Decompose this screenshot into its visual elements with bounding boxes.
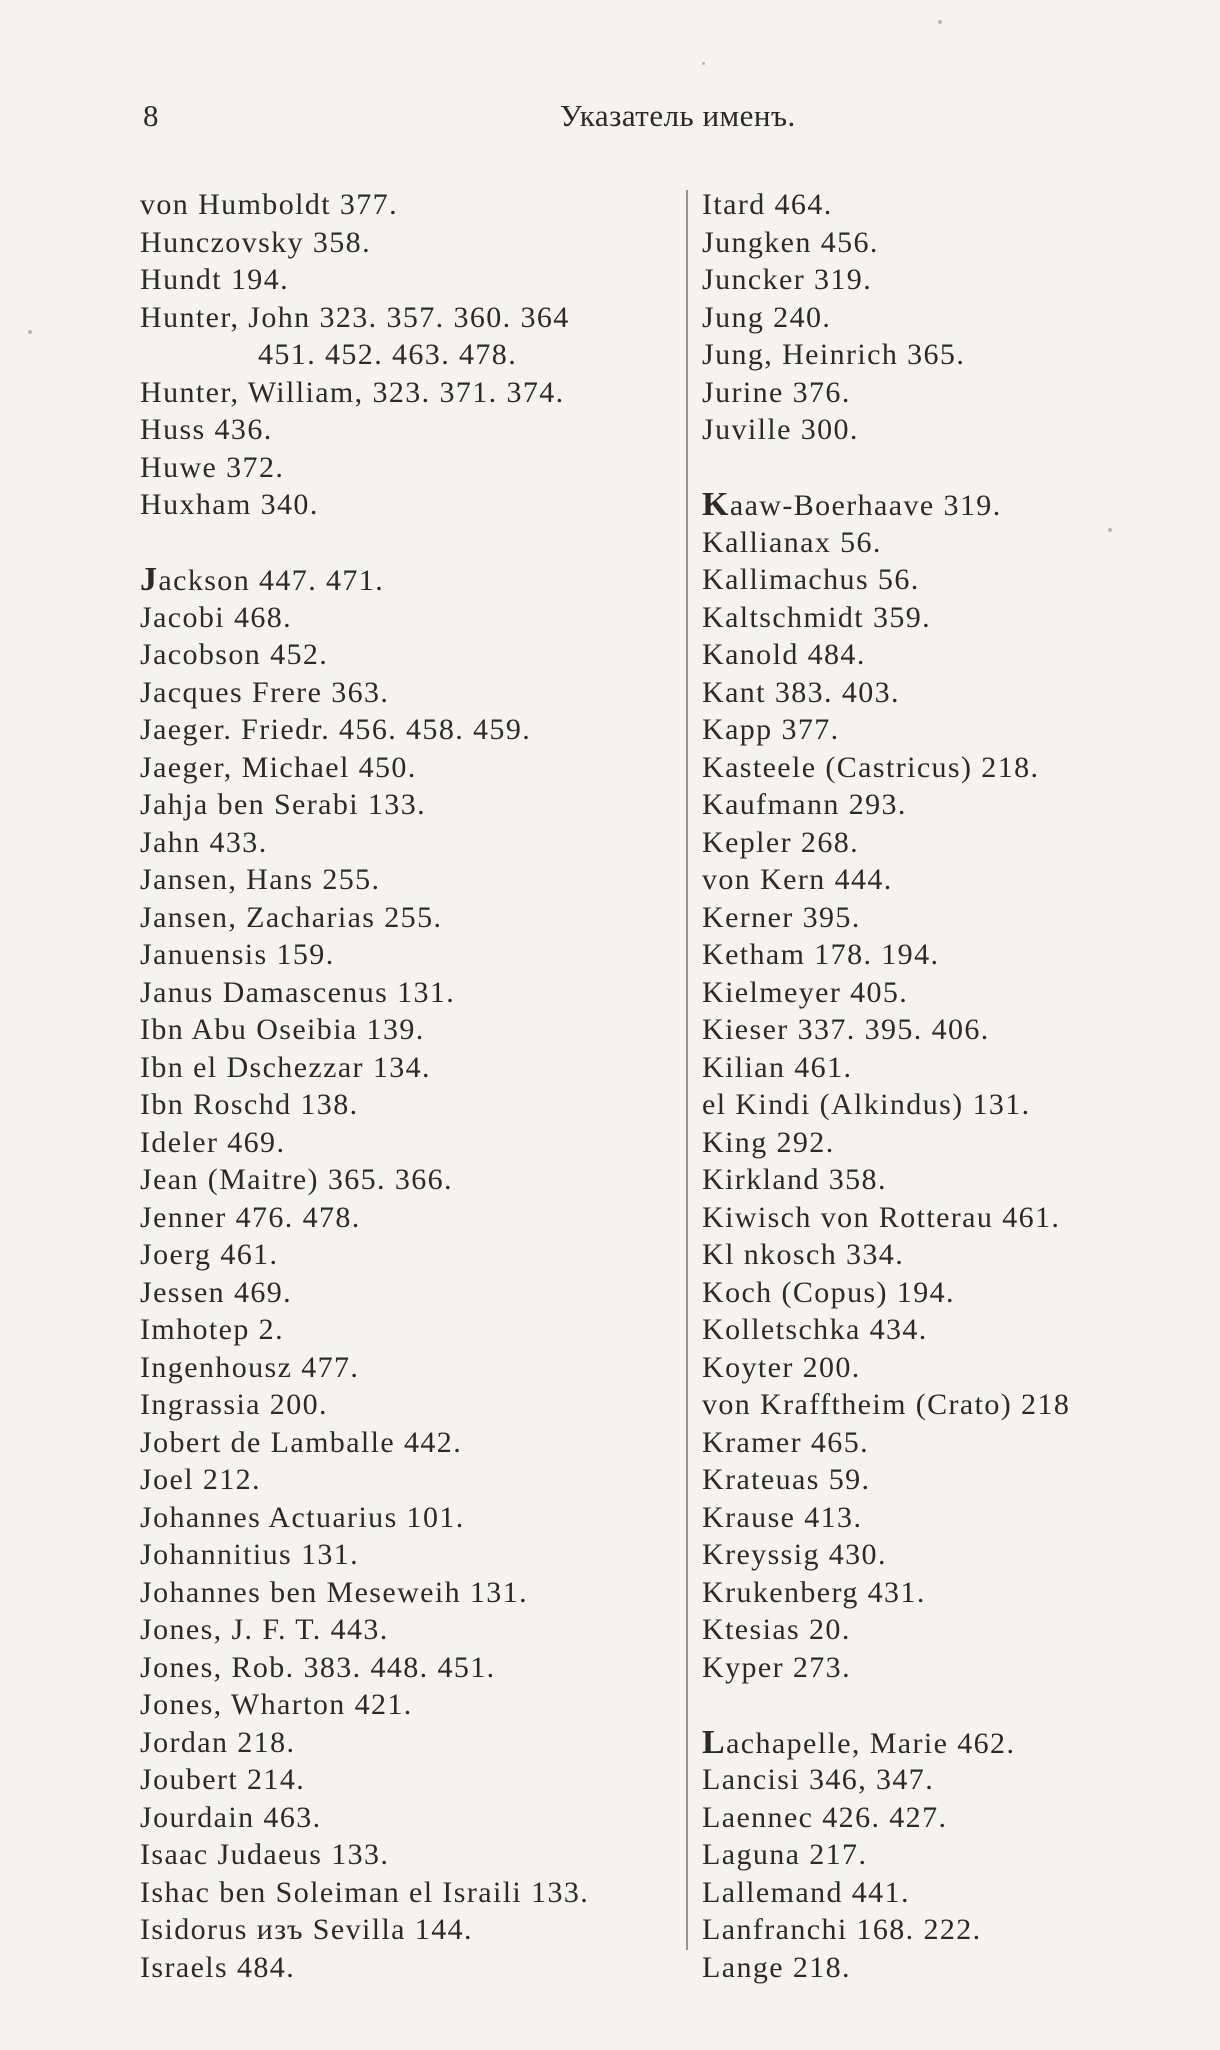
index-entry: Ketham 178. 194. (702, 938, 940, 971)
index-entry: Jaeger. Friedr. 456. 458. 459. (140, 713, 532, 746)
index-entry: Ibn Roschd 138. (140, 1088, 359, 1121)
index-entry: Jansen, Hans 255. (140, 863, 381, 896)
index-entry: Kilian 461. (702, 1050, 853, 1084)
index-entry: Ideler 469. (140, 1125, 286, 1159)
index-entry: Joerg 461. (140, 1238, 279, 1271)
index-entry: Ktesias 20. (702, 1613, 851, 1646)
index-entry: Jones, Rob. 383. 448. 451. (140, 1650, 496, 1684)
index-entry: Kielmeyer 405. (702, 975, 909, 1009)
index-entry: Krause 413. (702, 1500, 863, 1534)
index-entry: Jenner 476. 478. (140, 1200, 361, 1234)
index-entry: King 292. (702, 1125, 835, 1159)
index-entry: Jobert de Lamballe 442. (140, 1425, 463, 1459)
index-entry: Lachapelle, Marie 462. (702, 1723, 1016, 1761)
index-entry: Janus Damascenus 131. (140, 975, 456, 1009)
index-entry: Jahja ben Serabi 133. (140, 788, 426, 821)
index-entry: Jones, J. F. T. 443. (140, 1613, 389, 1646)
index-entry: 451. 452. 463. 478. (258, 338, 518, 371)
right-index-column (702, 186, 1202, 1986)
index-entry: Juville 300. (702, 413, 859, 446)
index-entry: Jungken 456. (702, 225, 879, 259)
index-entry: Lange 218. (702, 1950, 851, 1984)
index-entry: Hundt 194. (140, 263, 289, 296)
index-entry: Laennec 426. 427. (702, 1800, 948, 1834)
index-entry: Krateuas 59. (702, 1463, 871, 1496)
index-entry: Koch (Copus) 194. (702, 1275, 955, 1309)
index-entry: Kaaw-Boerhaave 319. (702, 486, 1002, 523)
index-entry: Kyper 273. (702, 1650, 851, 1684)
index-entry: Jackson 447. 471. (140, 561, 385, 598)
index-entry: Jacobi 468. (140, 600, 293, 634)
column-divider (686, 190, 688, 1950)
index-entry: Januensis 159. (140, 938, 335, 971)
running-title: Указатель именъ. (560, 98, 796, 133)
section-gap (702, 1686, 1202, 1724)
index-entry: Ibn el Dschezzar 134. (140, 1050, 431, 1084)
index-entry: Ingrassia 200. (140, 1388, 328, 1421)
index-entry: Kasteele (Castricus) 218. (702, 750, 1040, 784)
index-entry: Johannes ben Meseweih 131. (140, 1575, 528, 1609)
index-entry: Kiwisch von Rotterau 461. (702, 1200, 1061, 1234)
index-entry: Koyter 200. (702, 1350, 861, 1384)
index-entry: Hunter, William, 323. 371. 374. (140, 375, 565, 409)
section-gap (140, 524, 680, 562)
index-entry: von Humboldt 377. (140, 188, 398, 221)
index-entry: Jean (Maitre) 365. 366. (140, 1163, 453, 1196)
index-entry: Kapp 377. (702, 713, 840, 746)
left-index-column (140, 186, 680, 1986)
index-entry: Hunter, John 323. 357. 360. 364 (140, 300, 570, 334)
index-entry: Kirkland 358. (702, 1163, 887, 1196)
index-entry: Kant 383. 403. (702, 675, 900, 709)
index-entry: Joubert 214. (140, 1763, 306, 1796)
index-entry: Jones, Wharton 421. (140, 1688, 413, 1721)
index-entry: Israels 484. (140, 1950, 296, 1984)
index-entry: Ingenhousz 477. (140, 1350, 360, 1384)
section-gap (702, 449, 1202, 487)
index-entry: Itard 464. (702, 188, 833, 221)
index-entry: Kramer 465. (702, 1425, 870, 1459)
index-entry: Jahn 433. (140, 825, 268, 859)
index-entry: Jacques Frere 363. (140, 675, 390, 709)
index-entry: Kanold 484. (702, 638, 866, 671)
index-entry: von Krafftheim (Crato) 218 (702, 1388, 1071, 1421)
index-entry: Joel 212. (140, 1463, 261, 1496)
index-entry: Lancisi 346, 347. (702, 1763, 935, 1796)
index-entry: Isaac Judaeus 133. (140, 1838, 390, 1871)
index-entry: von Kern 444. (702, 863, 893, 896)
index-entry: Kaltschmidt 359. (702, 600, 932, 634)
index-entry: Kl nkosch 334. (702, 1238, 905, 1271)
index-entry: Huxham 340. (140, 488, 319, 521)
index-entry: Ibn Abu Oseibia 139. (140, 1013, 425, 1046)
index-entry: Ishac ben Soleiman el Israili 133. (140, 1875, 590, 1909)
index-entry: Jacobson 452. (140, 638, 329, 671)
index-entry: Kieser 337. 395. 406. (702, 1013, 990, 1046)
index-entry: Hunczovsky 358. (140, 225, 371, 259)
index-entry: Huwe 372. (140, 450, 285, 484)
index-entry: Krukenberg 431. (702, 1575, 926, 1609)
index-entry: Johannes Actuarius 101. (140, 1500, 465, 1534)
page-number: 8 (143, 98, 159, 133)
index-entry: Kerner 395. (702, 900, 861, 934)
page-header (0, 94, 1220, 144)
index-entry: Isidorus изъ Sevilla 144. (140, 1913, 473, 1946)
index-entry: Jung, Heinrich 365. (702, 338, 966, 371)
index-entry: Lanfranchi 168. 222. (702, 1913, 982, 1946)
index-entry: Imhotep 2. (140, 1313, 284, 1346)
index-entry: Kallimachus 56. (702, 563, 920, 596)
index-entry: Jordan 218. (140, 1725, 296, 1759)
index-entry: Jessen 469. (140, 1275, 293, 1309)
paper-speck (938, 20, 942, 24)
index-entry: Jourdain 463. (140, 1800, 322, 1834)
index-entry: Kolletschka 434. (702, 1313, 928, 1346)
index-entry: Kepler 268. (702, 825, 860, 859)
index-entry: Lallemand 441. (702, 1875, 910, 1909)
index-entry: Jaeger, Michael 450. (140, 750, 417, 784)
index-entry: Kallianax 56. (702, 525, 882, 559)
index-entry: Jurine 376. (702, 375, 851, 409)
index-entry: Jansen, Zacharias 255. (140, 900, 443, 934)
paper-speck (28, 330, 32, 334)
index-entry: Kreyssig 430. (702, 1538, 887, 1571)
index-entry: Kaufmann 293. (702, 788, 907, 821)
index-entry: Juncker 319. (702, 263, 873, 296)
index-entry: Laguna 217. (702, 1838, 868, 1871)
index-entry: Huss 436. (140, 413, 273, 446)
index-entry: Johannitius 131. (140, 1538, 360, 1571)
paper-speck (1108, 528, 1112, 532)
index-entry: el Kindi (Alkindus) 131. (702, 1088, 1031, 1121)
index-entry: Jung 240. (702, 300, 832, 334)
paper-speck (702, 62, 705, 65)
